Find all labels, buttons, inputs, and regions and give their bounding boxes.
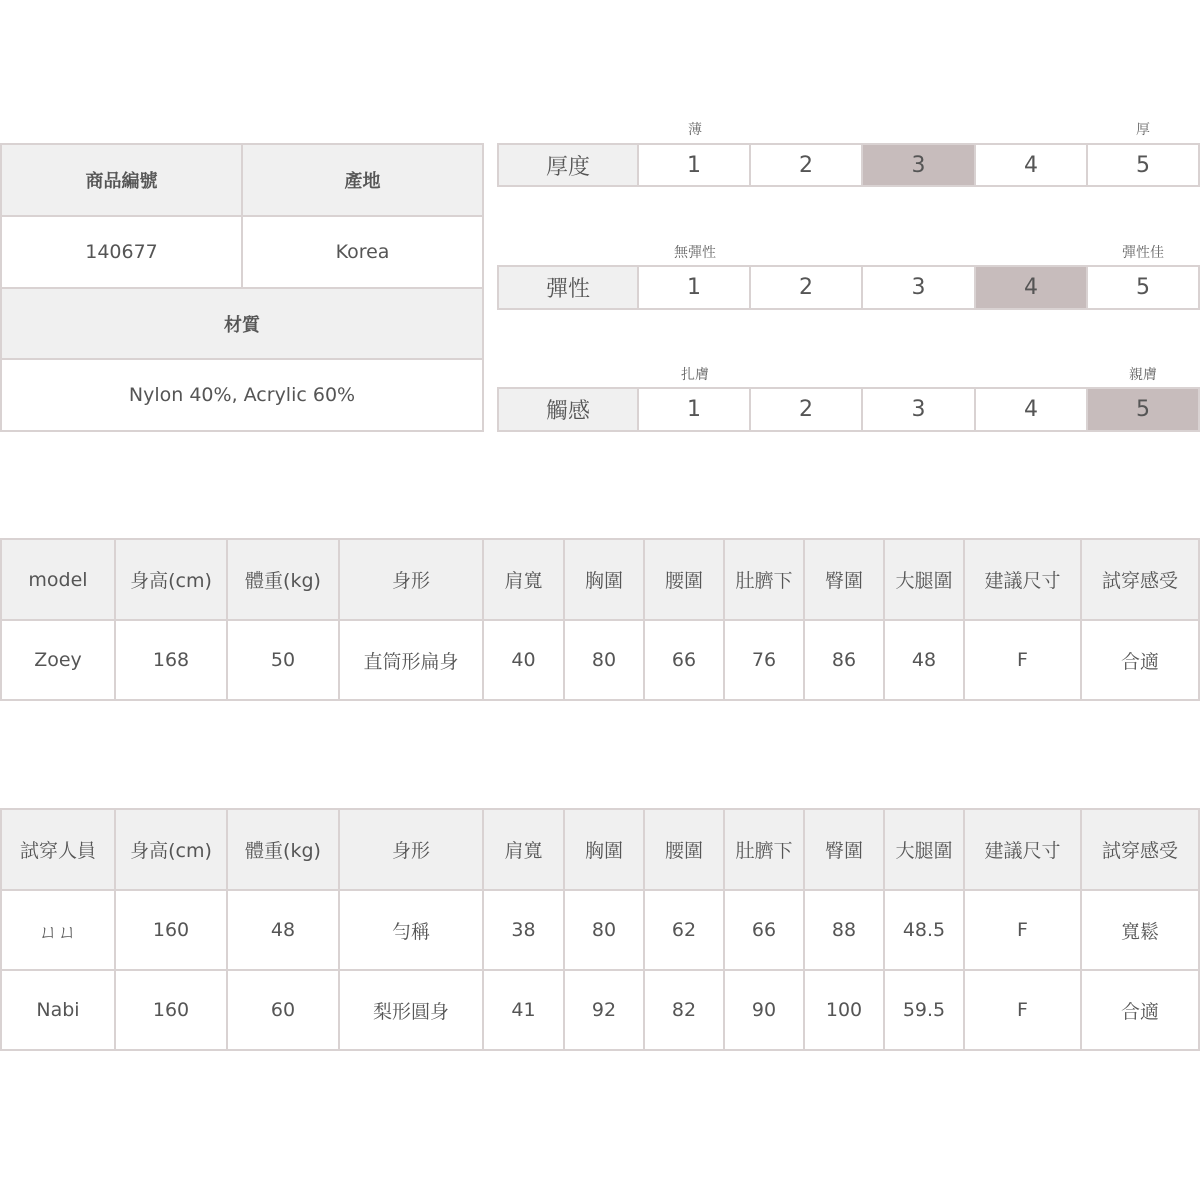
table-cell: ㄩㄩ	[0, 889, 116, 971]
table-header-cell: 大腿圍	[883, 808, 965, 891]
table-header-cell: 肚臍下	[723, 808, 805, 891]
table-cell: 62	[643, 889, 725, 971]
table-cell: 66	[723, 889, 805, 971]
table-cell: 60	[226, 969, 340, 1051]
table-header-cell: 體重(kg)	[226, 808, 340, 891]
thickness-level-5: 5	[1086, 143, 1200, 187]
table-cell: Nabi	[0, 969, 116, 1051]
table-cell: 40	[482, 619, 565, 701]
table-header-cell: 試穿感受	[1080, 538, 1200, 621]
table-cell: 38	[482, 889, 565, 971]
table-header-cell: 身高(cm)	[114, 538, 228, 621]
product-code-header: 商品編號	[0, 143, 243, 217]
table-cell: 80	[563, 889, 645, 971]
table-cell: 合適	[1080, 619, 1200, 701]
touch-level-1: 1	[637, 387, 751, 432]
elasticity-label: 彈性	[497, 265, 639, 310]
table-header-cell: 胸圍	[563, 808, 645, 891]
table-header-cell: 試穿人員	[0, 808, 116, 891]
thickness-label: 厚度	[497, 143, 639, 187]
table-cell: F	[963, 969, 1082, 1051]
table-cell: 160	[114, 969, 228, 1051]
touch-level-3: 3	[861, 387, 976, 432]
touch-level-2: 2	[749, 387, 863, 432]
table-cell: 82	[643, 969, 725, 1051]
thickness-level-1: 1	[637, 143, 751, 187]
table-cell: 88	[803, 889, 885, 971]
thickness-high-label: 厚	[1136, 122, 1150, 138]
origin-header: 產地	[241, 143, 484, 217]
thickness-low-label: 薄	[688, 122, 702, 138]
touch-high-label: 親膚	[1129, 367, 1157, 383]
table-header-cell: 胸圍	[563, 538, 645, 621]
elasticity-level-4-selected: 4	[974, 265, 1088, 310]
product-code-value: 140677	[0, 215, 243, 289]
table-cell: F	[963, 619, 1082, 701]
table-header-cell: 腰圍	[643, 808, 725, 891]
table-header-cell: 臀圍	[803, 808, 885, 891]
elasticity-low-label: 無彈性	[674, 245, 716, 261]
thickness-level-2: 2	[749, 143, 863, 187]
table-header-cell: 肩寬	[482, 538, 565, 621]
table-cell: 168	[114, 619, 228, 701]
table-cell: 80	[563, 619, 645, 701]
material-value: Nylon 40%, Acrylic 60%	[0, 358, 484, 432]
elasticity-level-5: 5	[1086, 265, 1200, 310]
table-cell: 160	[114, 889, 228, 971]
table-cell: 梨形圓身	[338, 969, 484, 1051]
table-cell: 勻稱	[338, 889, 484, 971]
table-cell: 92	[563, 969, 645, 1051]
touch-label: 觸感	[497, 387, 639, 432]
table-cell: 直筒形扁身	[338, 619, 484, 701]
table-cell: 50	[226, 619, 340, 701]
table-header-cell: 身高(cm)	[114, 808, 228, 891]
table-header-cell: 腰圍	[643, 538, 725, 621]
table-header-cell: 臀圍	[803, 538, 885, 621]
table-header-cell: 建議尺寸	[963, 538, 1082, 621]
touch-low-label: 扎膚	[681, 367, 709, 383]
table-cell: Zoey	[0, 619, 116, 701]
thickness-level-3-selected: 3	[861, 143, 976, 187]
touch-level-5-selected: 5	[1086, 387, 1200, 432]
table-header-cell: model	[0, 538, 116, 621]
table-cell: 48	[883, 619, 965, 701]
table-cell: 66	[643, 619, 725, 701]
table-header-cell: 肩寬	[482, 808, 565, 891]
thickness-level-4: 4	[974, 143, 1088, 187]
origin-value: Korea	[241, 215, 484, 289]
table-header-cell: 試穿感受	[1080, 808, 1200, 891]
touch-level-4: 4	[974, 387, 1088, 432]
table-cell: 41	[482, 969, 565, 1051]
table-header-cell: 體重(kg)	[226, 538, 340, 621]
material-header: 材質	[0, 287, 484, 360]
elasticity-level-3: 3	[861, 265, 976, 310]
table-header-cell: 身形	[338, 808, 484, 891]
table-cell: 90	[723, 969, 805, 1051]
elasticity-level-2: 2	[749, 265, 863, 310]
elasticity-level-1: 1	[637, 265, 751, 310]
table-cell: 59.5	[883, 969, 965, 1051]
table-cell: 48	[226, 889, 340, 971]
table-cell: 100	[803, 969, 885, 1051]
elasticity-high-label: 彈性佳	[1122, 245, 1164, 261]
table-cell: F	[963, 889, 1082, 971]
table-cell: 86	[803, 619, 885, 701]
table-header-cell: 建議尺寸	[963, 808, 1082, 891]
table-cell: 寬鬆	[1080, 889, 1200, 971]
table-header-cell: 肚臍下	[723, 538, 805, 621]
table-header-cell: 身形	[338, 538, 484, 621]
table-cell: 48.5	[883, 889, 965, 971]
table-cell: 合適	[1080, 969, 1200, 1051]
table-header-cell: 大腿圍	[883, 538, 965, 621]
table-cell: 76	[723, 619, 805, 701]
